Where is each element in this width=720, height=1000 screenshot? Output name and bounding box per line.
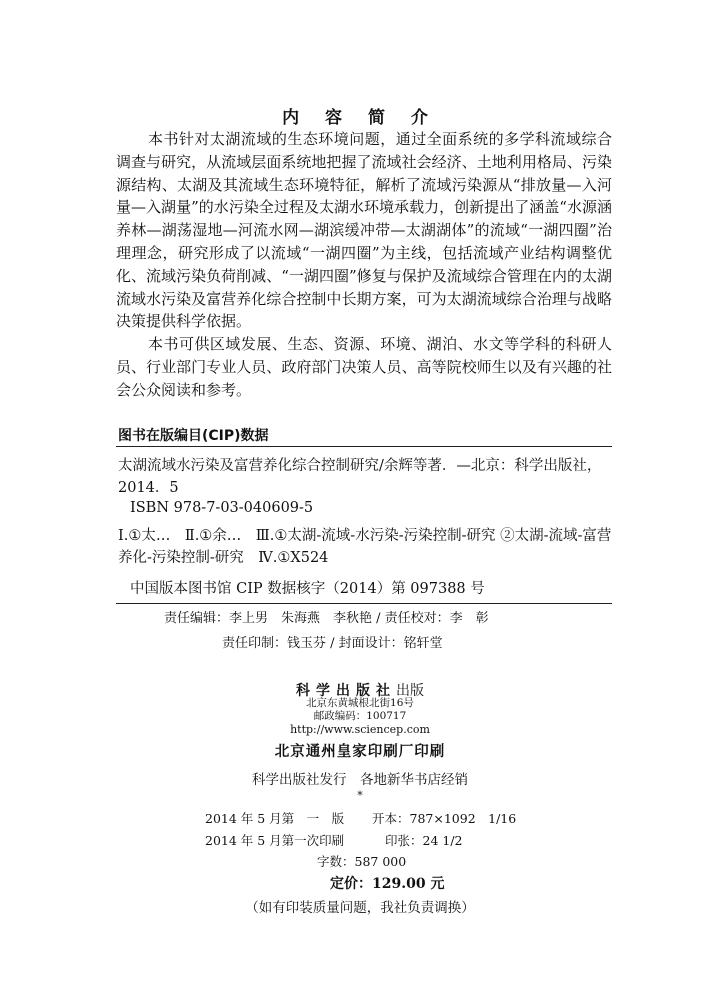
publisher-url: http://www.sciencep.com [290, 723, 430, 736]
printed-sheets: 印张：24 1/2 [385, 833, 463, 848]
cip-isbn: ISBN 978-7-03-040609-5 [130, 500, 314, 516]
price-value: 129.00 元 [372, 876, 445, 892]
credits-line-2: 责任印制：钱玉芬 / 封面设计：铭轩堂 [222, 636, 443, 651]
price [330, 873, 444, 893]
word-count: 字数：587 000 [317, 854, 407, 869]
cip-entry: 太湖流域水污染及富营养化综合控制研究/余辉等著．—北京：科学出版社，2014．5 [118, 458, 602, 496]
summary-heading: 内 容 简 介 [282, 108, 438, 128]
cip-classification: Ⅰ.①太… Ⅱ.①余… Ⅲ.①太湖-流域-水污染-污染控制-研究 ②太湖-流域-富营养化-污染控制-研究 Ⅳ.①X524 [118, 528, 612, 566]
printer: 北京通州皇家印刷厂印刷 [274, 743, 446, 760]
printing-date: 2014 年 5 月第一次印刷 [205, 833, 345, 848]
publisher-address: 北京东黄城根北街16号 [306, 697, 414, 709]
separator-star: * [357, 789, 363, 802]
summary-paragraph-1: 本书针对太湖流域的生态环境问题，通过全面系统的多学科流域综合调查与研究，从流域层面系统地把握了流域社会经济、土地利用格局、污染源结构、太湖及其流域生态环境特征，解析了流域污染源从“排放量—入河量—入湖量”的水污染全过程及太湖水环境承载力，创新提出了涵盖“水源涵养林—湖荡湿地—河流水网—湖滨缓冲带—太湖湖体”的流域“一湖四圈”治理理念，研究形成了以流域“一湖四圈”为主线，包括流域产业结构调整优化、流域污染负荷削减、“一湖四圈”修复与保护及流域综合管理在内的太湖流域水污染及富营养化综合控制中长期方案，可为太湖流域综合治理与战略决策提供科学依据。 [116, 130, 612, 331]
credits-line-1: 责任编辑：李上男 朱海燕 李秋艳 / 责任校对：李 彰 [164, 611, 489, 626]
cip-top-rule [116, 446, 612, 447]
cip-verification: 中国版本图书馆 CIP 数据核字（2014）第 097388 号 [130, 581, 485, 597]
summary-paragraph-2: 本书可供区域发展、生态、资源、环境、湖泊、水文等学科的科研人员、行业部门专业人员、政府部门决策人员、高等院校师生以及有兴趣的社会公众阅读和参考。 [116, 335, 612, 399]
cip-bottom-rule [116, 603, 612, 604]
price-label: 定价： [330, 876, 372, 892]
cip-title: 图书在版编目(CIP)数据 [118, 428, 269, 444]
publisher-name: 科学出版社 [296, 683, 396, 699]
edition-date: 2014 年 5 月第 一 版 [205, 811, 345, 826]
quality-notice: （如有印装质量问题，我社负责调换） [245, 900, 475, 916]
book-format: 开本：787×1092 1/16 [372, 811, 517, 826]
distribution: 科学出版社发行 各地新华书店经销 [252, 772, 468, 788]
publisher-postal-code: 邮政编码：100717 [313, 710, 407, 722]
publisher-suffix: 出版 [396, 683, 424, 699]
